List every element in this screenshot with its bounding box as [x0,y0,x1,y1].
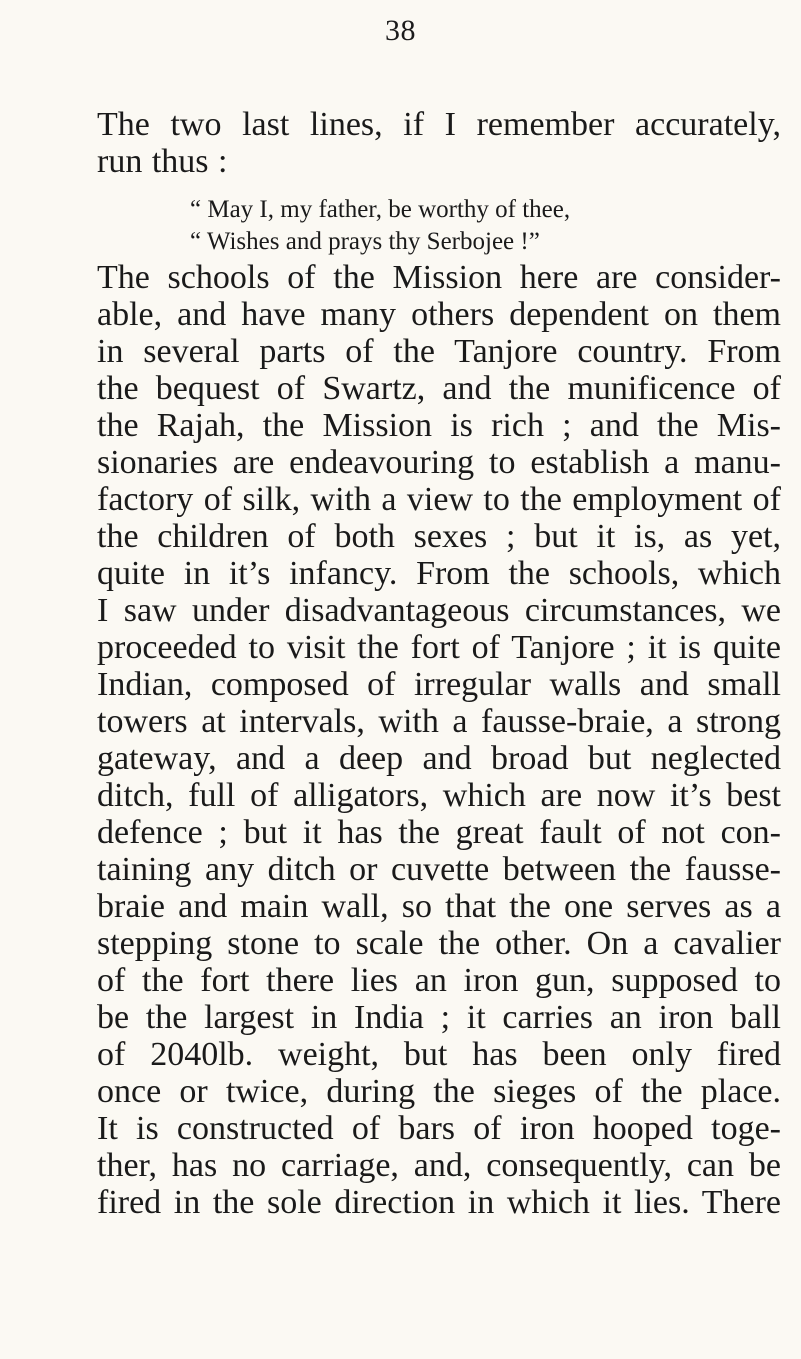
text-line: proceeded to visit the fort of Tanjore ; it is quite [97,629,781,666]
text-line: ditch, full of alligators, which are now it’s best [97,777,781,814]
text-line: the Rajah, the Mission is rich ; and the Mis- [97,407,781,444]
verse-line: “ Wishes and prays thy Serbojee !” [190,228,540,255]
text-line: ther, has no carriage, and, consequently, can be [97,1147,781,1184]
main-paragraph [97,259,781,1221]
text-line: once or twice, during the sieges of the place. [97,1073,781,1110]
text-line: taining any ditch or cuvette between the fausse- [97,851,781,888]
text-line: fired in the sole direction in which it lies. There [97,1184,781,1221]
text-line: The two last lines, if I remember accurately, [97,106,781,143]
text-line: able, and have many others dependent on them [97,296,781,333]
text-line: The schools of the Mission here are consider- [97,259,781,296]
page-number: 38 [385,14,416,47]
text-line: towers at intervals, with a fausse-braie, a strong [97,703,781,740]
text-line: in several parts of the Tanjore country. From [97,333,781,370]
text-line: sionaries are endeavouring to establish a manu- [97,444,781,481]
text-line: Indian, composed of irregular walls and small [97,666,781,703]
text-line: of the fort there lies an iron gun, supposed to [97,962,781,999]
text-line: be the largest in India ; it carries an iron ball [97,999,781,1036]
text-line: stepping stone to scale the other. On a cavalier [97,925,781,962]
text-line: I saw under disadvantageous circumstances, we [97,592,781,629]
verse-line: “ May I, my father, be worthy of thee, [190,196,571,223]
text-line: of 2040lb. weight, but has been only fired [97,1036,781,1073]
text-line: It is constructed of bars of iron hooped toge- [97,1110,781,1147]
text-line: quite in it’s infancy. From the schools, which [97,555,781,592]
text-line: gateway, and a deep and broad but neglected [97,740,781,777]
text-line: the bequest of Swartz, and the munificence of [97,370,781,407]
text-line: run thus : [97,143,228,180]
text-line: braie and main wall, so that the one serves as a [97,888,781,925]
text-line: the children of both sexes ; but it is, as yet, [97,518,781,555]
intro-paragraph [97,106,781,180]
text-line: factory of silk, with a view to the employment of [97,481,781,518]
text-line: defence ; but it has the great fault of not con- [97,814,781,851]
